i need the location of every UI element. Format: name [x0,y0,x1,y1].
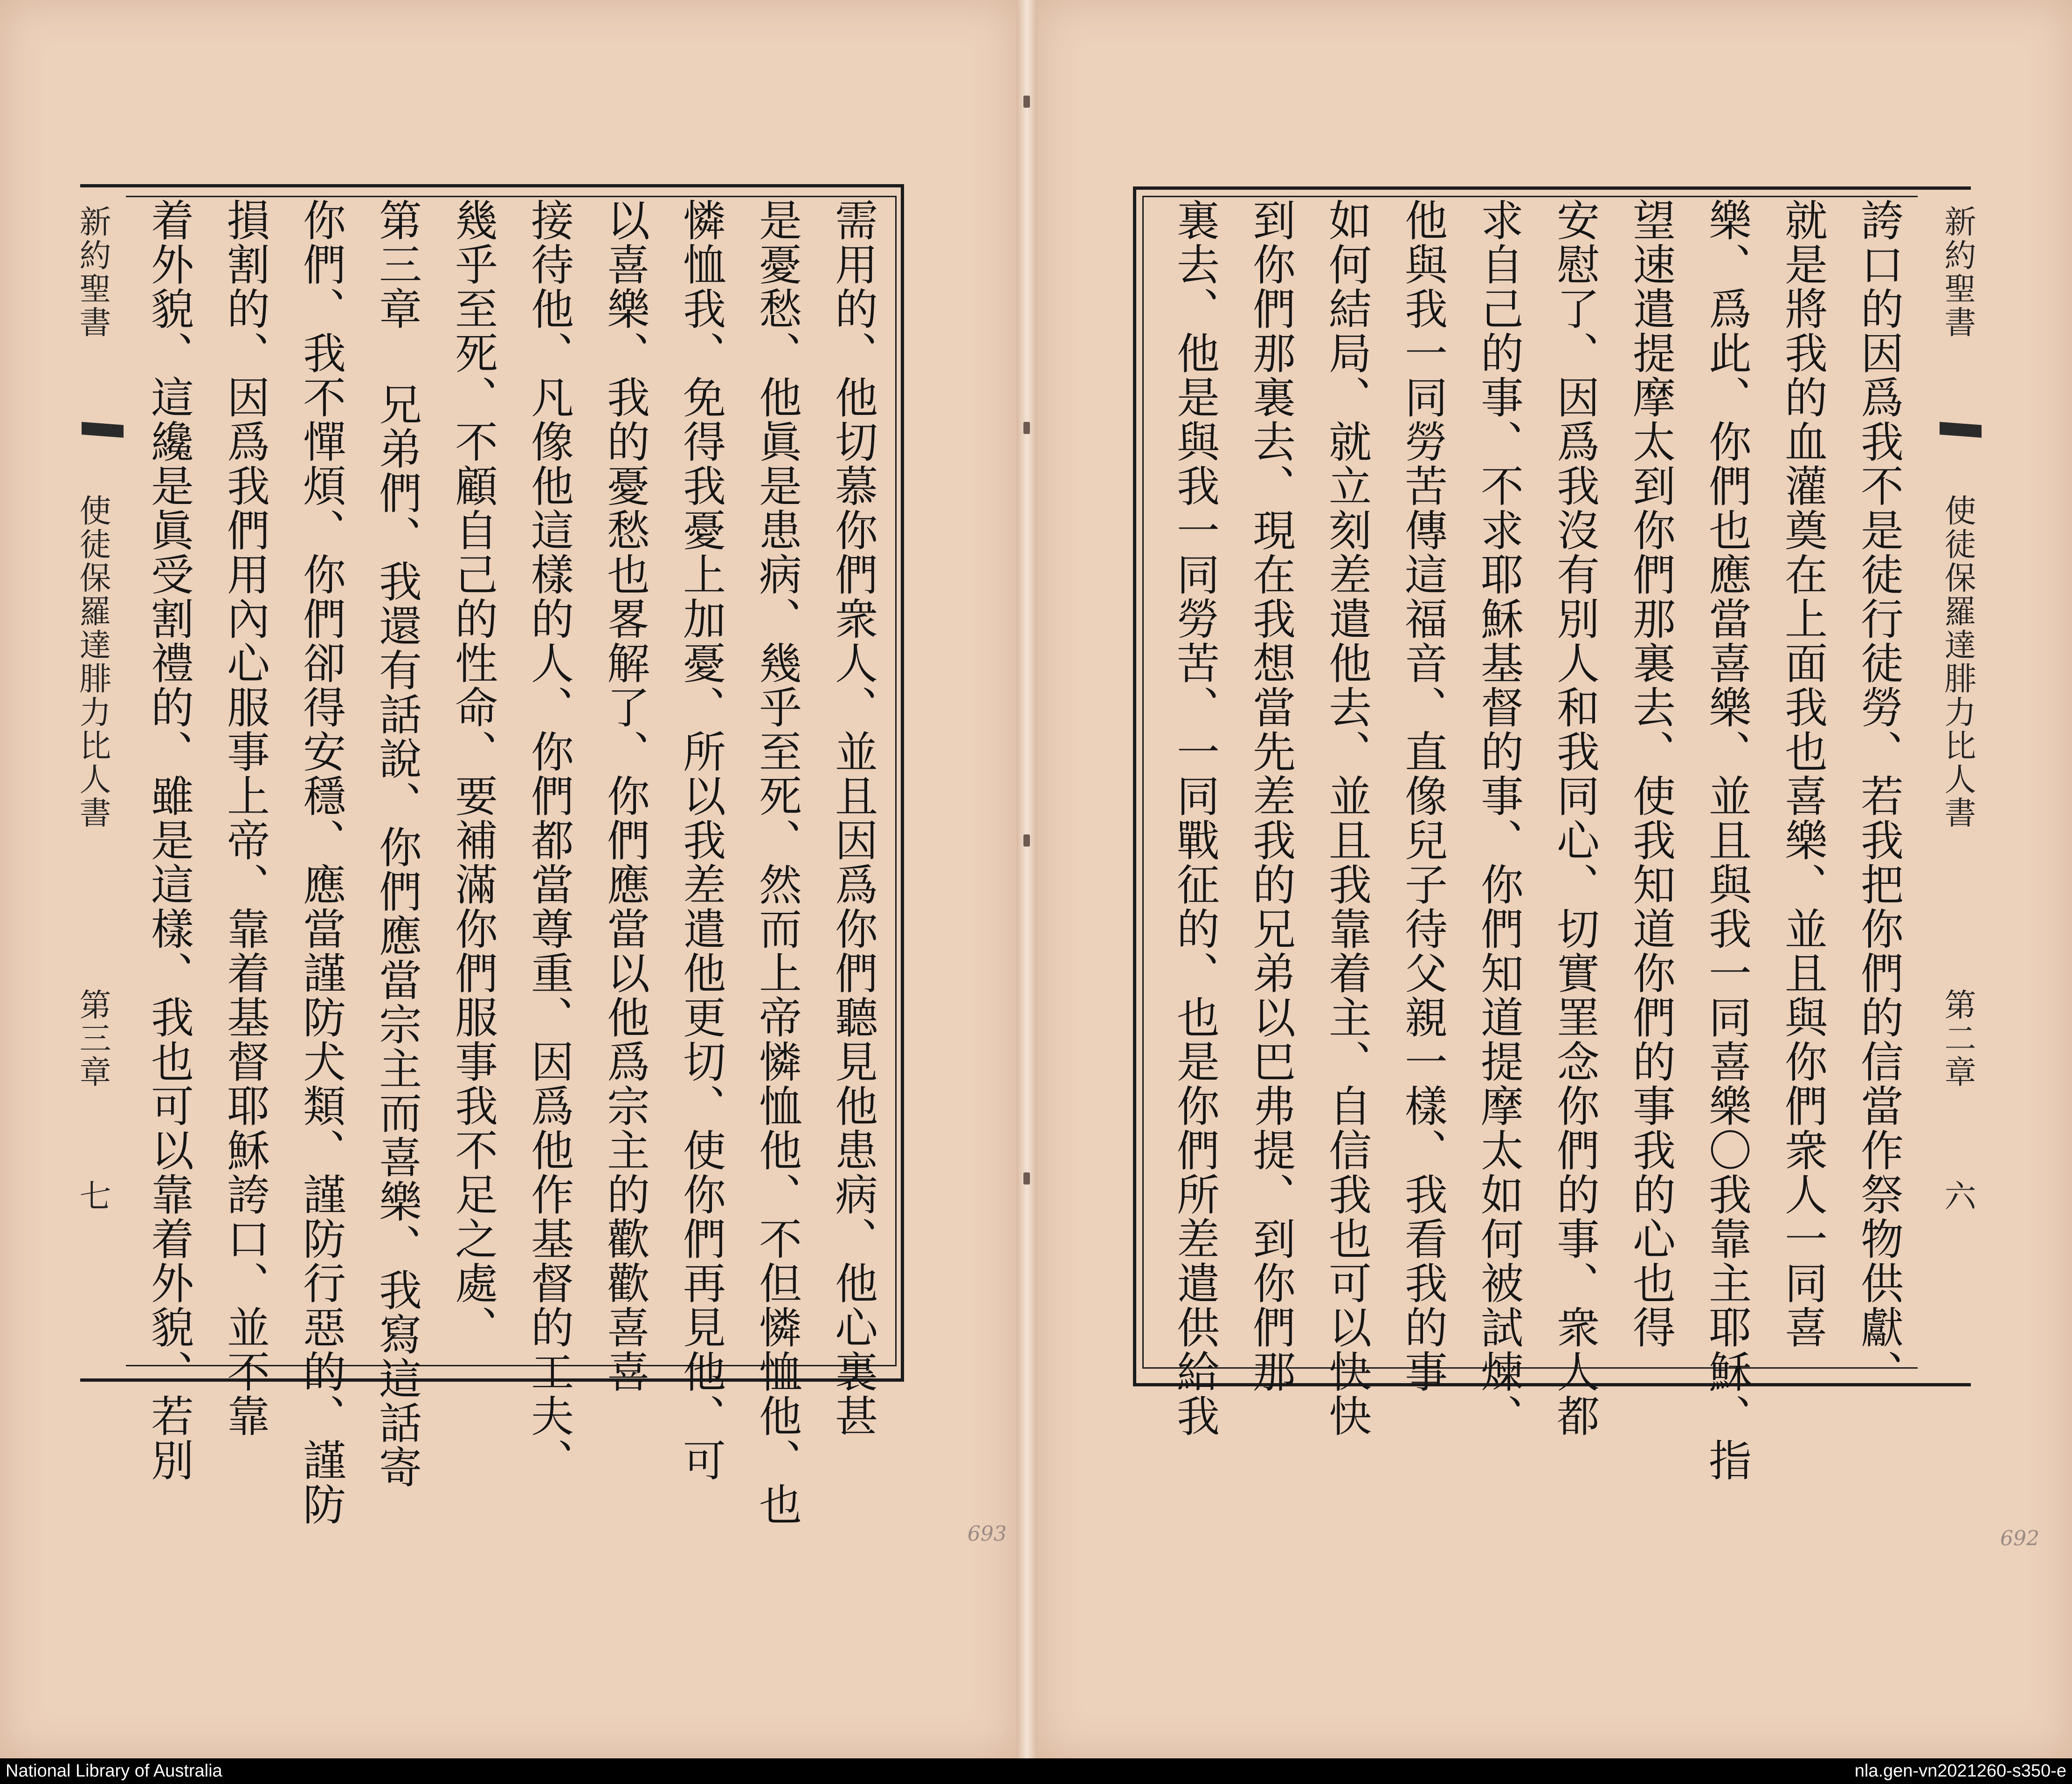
right-page-column-6: 求自己的事、不求耶穌基督的事、你們知道提摩太如何被試煉、 [1474,198,1524,1438]
left-page-column-10: 着外貌、這纔是眞受割禮的、雖是這樣、我也可以靠着外貌、若別 [144,198,194,1482]
left-page-book-title: 使徒保羅達腓力比人書 [74,494,111,830]
left-page-pencil-number: 693 [967,1522,1007,1546]
left-page-column-5: 接待他、凡像他這樣的人、你們都當尊重、因爲他作基督的工夫、 [524,198,574,1482]
right-page-column-9: 到你們那裏去、現在我想當先差我的兄弟以巴弗提、到你們那 [1246,198,1296,1394]
right-page-column-1: 誇口的因爲我不是徒行徒勞、若我把你們的信當作祭物供獻、 [1854,198,1904,1394]
right-page-column-7: 他與我一同勞苦傳這福音、直像兒子待父親一樣、我看我的事 [1398,198,1448,1394]
right-page-book-title: 使徒保羅達腓力比人書 [1939,494,1976,830]
binding-stitch [1023,96,1030,108]
right-page-column-3: 樂、爲此、你們也應當喜樂、並且與我一同喜樂〇我靠主耶穌、指 [1702,198,1752,1482]
right-page-column-10: 裏去、他是與我一同勞苦、一同戰征的、也是你們所差遣供給我 [1170,198,1220,1438]
binding-stitch [1023,834,1030,847]
left-page-column-9: 損割的、因爲我們用內心服事上帝、靠着基督耶穌誇口、並不靠 [220,198,270,1438]
binding-stitch [1023,1172,1030,1185]
footer-bar [0,1758,2072,1784]
right-page-column-4: 望速遣提摩太到你們那裏去、使我知道你們的事我的心也得 [1626,198,1676,1350]
left-page-column-8: 你們、我不憚煩、你們卻得安穩、應當謹防犬類、謹防行惡的、謹防 [296,198,346,1527]
left-page-column-2: 是憂愁、他眞是患病、幾乎至死、然而上帝憐恤他、不但憐恤他、也 [752,198,802,1527]
footer-library-name: National Library of Australia [6,1761,222,1781]
right-page-number: 六 [1939,1179,1976,1213]
footer-record-id: nla.gen-vn2021260-s350-e [1854,1761,2066,1781]
right-page-chapter: 第二章 [1939,988,1976,1089]
right-page-pencil-number: 692 [2000,1527,2039,1550]
left-page-header: 新約聖書 [74,205,111,339]
left-page-number: 七 [74,1179,111,1213]
left-page-column-1: 需用的、他切慕你們衆人、並且因爲你們聽見他患病、他心裏甚 [828,198,878,1438]
left-page-chapter: 第三章 [74,988,111,1089]
book-gutter [1016,0,1037,1758]
left-page-column-6: 幾乎至死、不顧自己的性命、要補滿你們服事我不足之處、 [448,198,498,1350]
right-page-header: 新約聖書 [1939,205,1976,339]
binding-stitch [1023,422,1030,434]
right-page-column-8: 如何結局、就立刻差遣他去、並且我靠着主、自信我也可以快快 [1322,198,1372,1438]
right-page-column-2: 就是將我的血灌奠在上面我也喜樂、並且與你們衆人一同喜 [1778,198,1828,1350]
left-page-column-7: 第三章 兄弟們、我還有話說、你們應當宗主而喜樂、我寫這話寄 [372,198,422,1489]
right-page-column-5: 安慰了、因爲我沒有別人和我同心、切實罣念你們的事、衆人都 [1550,198,1600,1438]
left-page-column-4: 以喜樂、我的憂愁也畧解了、你們應當以他爲宗主的歡歡喜喜 [600,198,650,1394]
left-page-column-3: 憐恤我、免得我憂上加憂、所以我差遣他更切、使你們再見他、可 [676,198,726,1482]
